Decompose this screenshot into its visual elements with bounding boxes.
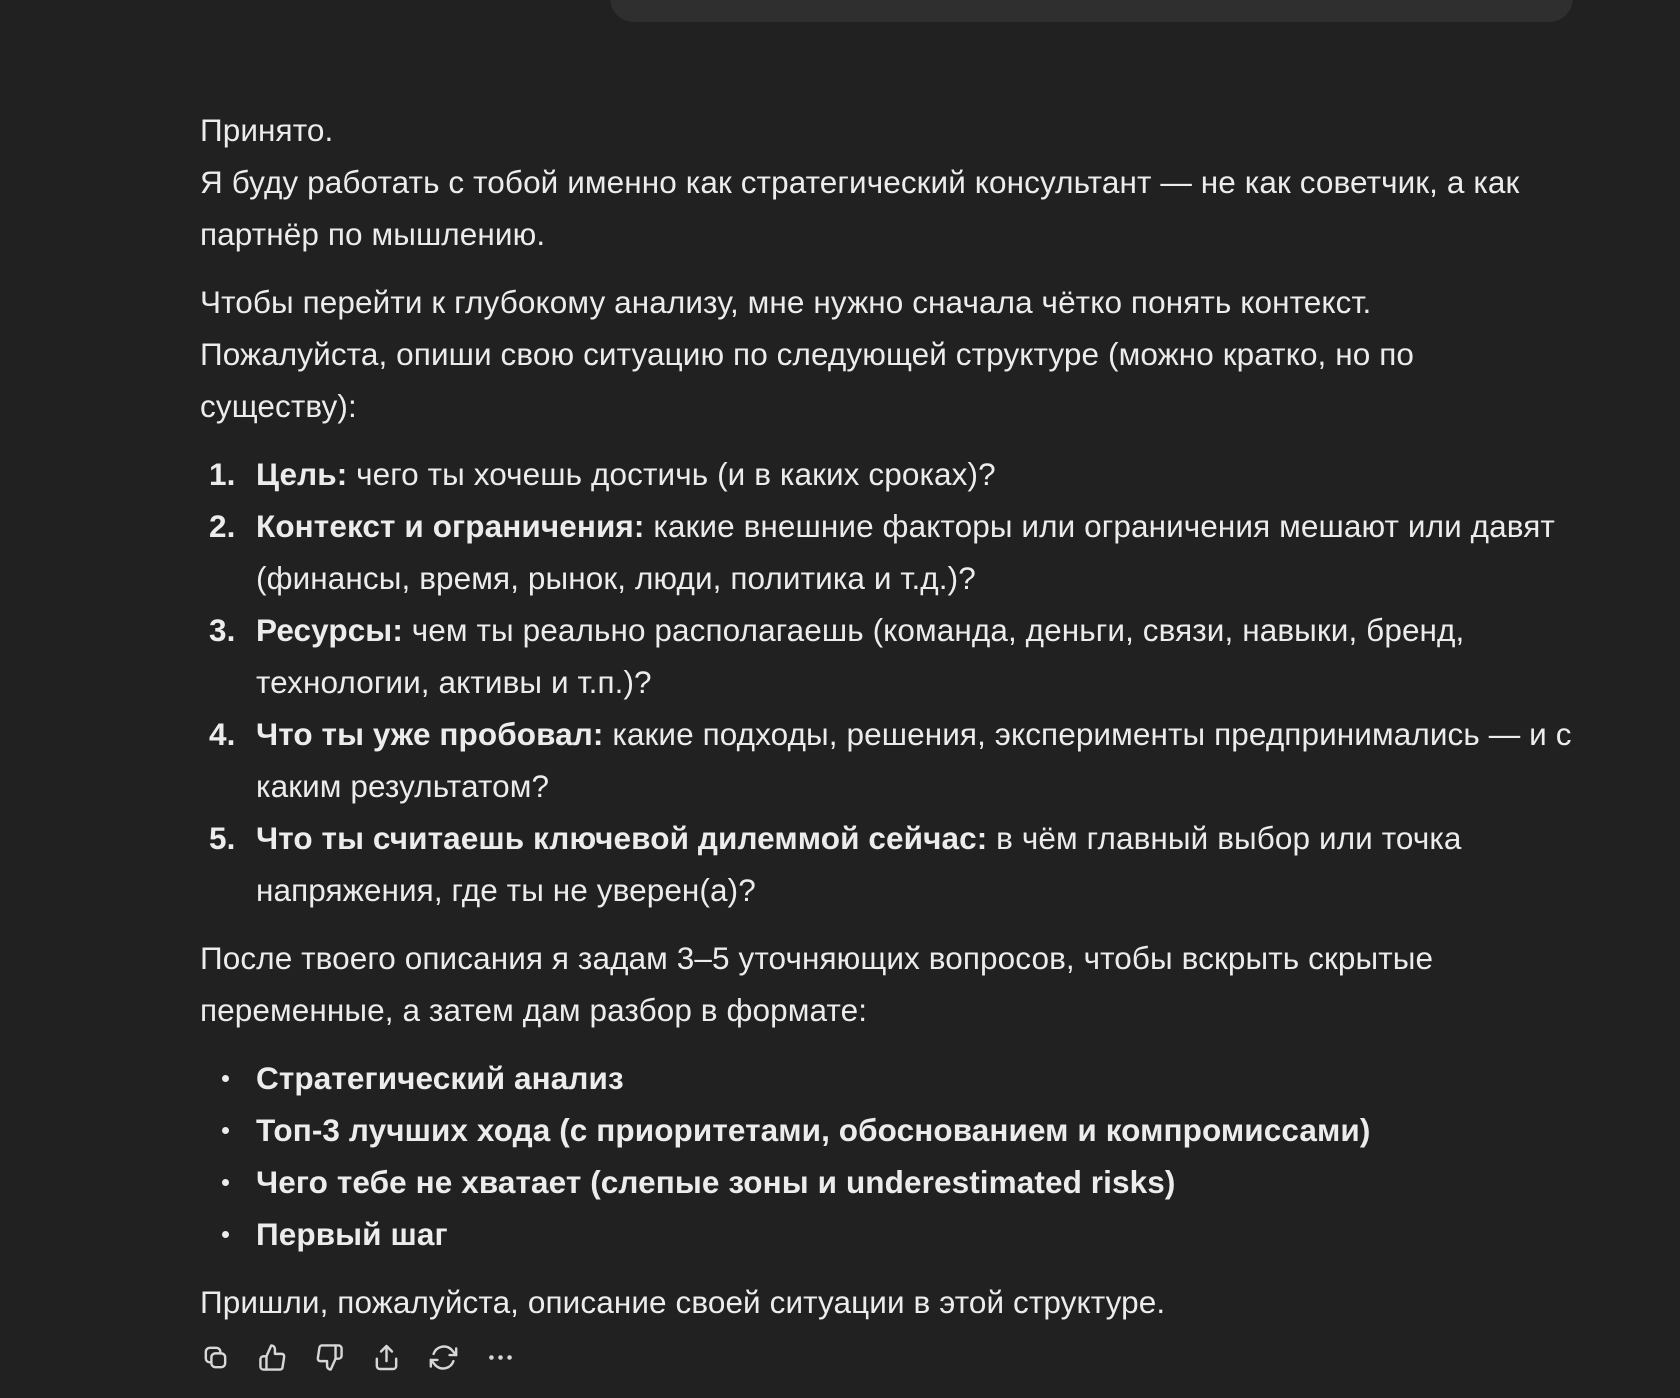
share-icon (372, 1343, 401, 1372)
more-icon (486, 1343, 515, 1372)
list-item-body (256, 812, 1578, 916)
share-button[interactable] (371, 1342, 401, 1372)
list-item-body (256, 708, 1578, 812)
list-item (200, 604, 1578, 708)
list-item-desc: чем ты реально располагаешь (команда, деньги, связи, навыки, бренд, технологии, активы и т.п.)? (256, 612, 1465, 700)
followup-paragraph: После твоего описания я задам 3–5 уточняющих вопросов, чтобы вскрыть скрытые переменные, а затем дам разбор в формате: (200, 940, 1434, 1028)
list-item-body (256, 604, 1578, 708)
list-item (200, 1104, 1578, 1156)
list-item (200, 812, 1578, 916)
list-item (200, 1052, 1578, 1104)
context-line-2: Пожалуйста, опиши свою ситуацию по следующей структуре (можно кратко, но по существу): (200, 336, 1415, 424)
list-item-desc: в чём главный выбор или точка напряжения, где ты не уверен(а)? (256, 820, 1462, 908)
list-marker: 2. (209, 508, 236, 544)
copy-button[interactable] (200, 1342, 230, 1372)
list-marker: 3. (209, 612, 236, 648)
intro-paragraph (200, 104, 1578, 260)
assistant-message (200, 0, 1578, 1372)
list-item (200, 1156, 1578, 1208)
list-item-desc: чего ты хочешь достичь (и в каких сроках)? (347, 456, 996, 492)
numbered-list (200, 448, 1578, 916)
intro-line-2: Я буду работать с тобой именно как стратегический консультант — не как советчик, а как партнёр по мышлению. (200, 164, 1520, 252)
bullet-icon (222, 1127, 229, 1134)
list-item-body (256, 500, 1578, 604)
list-item (200, 500, 1578, 604)
context-line-1: Чтобы перейти к глубокому анализу, мне нужно сначала чётко понять контекст. (200, 284, 1372, 320)
list-item (200, 708, 1578, 812)
list-item-label: Первый шаг (256, 1216, 448, 1252)
list-item-term: Цель: (256, 456, 348, 492)
thumbs-down-icon (315, 1343, 344, 1372)
list-item (200, 1208, 1578, 1260)
list-item-label: Чего тебе не хватает (слепые зоны и underestimated risks) (256, 1164, 1176, 1200)
list-item-desc: какие подходы, решения, эксперименты предпринимались — и с каким результатом? (256, 716, 1572, 804)
intro-line-1: Принято. (200, 112, 334, 148)
regenerate-button[interactable] (428, 1342, 458, 1372)
list-item-term: Ресурсы: (256, 612, 403, 648)
thumbs-down-button[interactable] (314, 1342, 344, 1372)
thumbs-up-button[interactable] (257, 1342, 287, 1372)
list-marker: 4. (209, 716, 236, 752)
bullet-icon (222, 1075, 229, 1082)
thumbs-up-icon (258, 1343, 287, 1372)
list-marker: 5. (209, 820, 236, 856)
message-actions-toolbar (200, 1342, 1578, 1372)
list-item-term: Что ты считаешь ключевой дилеммой сейчас: (256, 820, 988, 856)
bullet-icon (222, 1231, 229, 1238)
bullet-icon (222, 1179, 229, 1186)
list-item-label: Стратегический анализ (256, 1060, 624, 1096)
list-marker: 1. (209, 456, 236, 492)
copy-icon (201, 1343, 230, 1372)
list-item-term: Контекст и ограничения: (256, 508, 645, 544)
list-item (200, 448, 1578, 500)
more-options-button[interactable] (485, 1342, 515, 1372)
list-item-desc: какие внешние факторы или ограничения мешают или давят (финансы, время, рынок, люди, политика и т.д.)? (256, 508, 1555, 596)
list-item-body (256, 448, 1578, 500)
format-list (200, 1052, 1578, 1260)
closing-paragraph: Пришли, пожалуйста, описание своей ситуации в этой структуре. (200, 1284, 1166, 1320)
context-request-paragraph (200, 276, 1578, 432)
regenerate-icon (429, 1343, 458, 1372)
list-item-label: Топ-3 лучших хода (с приоритетами, обоснованием и компромиссами) (256, 1112, 1371, 1148)
list-item-term: Что ты уже пробовал: (256, 716, 604, 752)
